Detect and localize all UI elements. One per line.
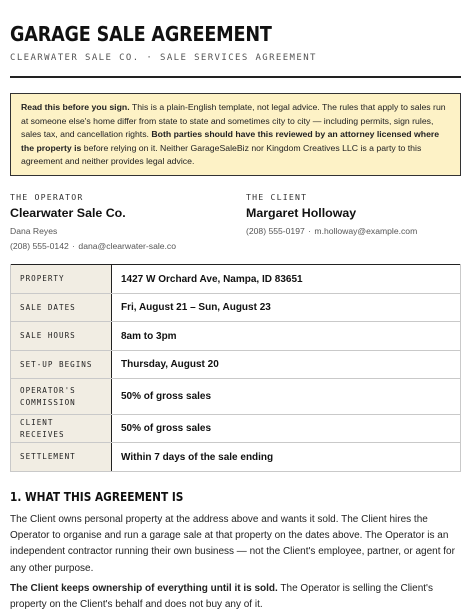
- term-key: SALE DATES: [11, 294, 112, 322]
- section-paragraph-2: [10, 581, 461, 613]
- paragraph-bold-lead: The Client keeps ownership of everything until it is sold.: [10, 583, 278, 594]
- client-label: THE CLIENT: [246, 192, 308, 202]
- term-value: 50% of gross sales: [112, 415, 461, 443]
- table-row: [11, 379, 461, 415]
- term-value: Within 7 days of the sale ending: [112, 443, 461, 472]
- separator-dot: ·: [69, 241, 78, 251]
- term-key: CLIENT RECEIVES: [11, 415, 112, 443]
- table-row: [11, 443, 461, 472]
- operator-email[interactable]: dana@clearwater-sale.co: [78, 241, 176, 251]
- operator-name: Clearwater Sale Co.: [10, 206, 126, 220]
- operator-block: [10, 192, 230, 254]
- term-value: Thursday, August 20: [112, 351, 461, 379]
- separator-dot: ·: [305, 226, 314, 236]
- term-key: OPERATOR'S COMMISSION: [11, 379, 112, 415]
- header-divider: [10, 76, 461, 78]
- table-row: [11, 322, 461, 351]
- table-row: [11, 294, 461, 322]
- term-key: PROPERTY: [11, 265, 112, 294]
- client-block: [246, 192, 466, 239]
- terms-table: [10, 264, 461, 472]
- legal-notice-box: [10, 93, 461, 176]
- table-row: [11, 415, 461, 443]
- term-value: 1427 W Orchard Ave, Nampa, ID 83651: [112, 265, 461, 294]
- page-title: GARAGE SALE AGREEMENT: [10, 22, 272, 46]
- operator-phone: (208) 555-0142: [10, 241, 69, 251]
- table-row: [11, 265, 461, 294]
- term-key: SETTLEMENT: [11, 443, 112, 472]
- client-phone: (208) 555-0197: [246, 226, 305, 236]
- term-key: SET-UP BEGINS: [11, 351, 112, 379]
- client-email[interactable]: m.holloway@example.com: [314, 226, 418, 236]
- section-heading: 1. WHAT THIS AGREEMENT IS: [10, 490, 184, 504]
- notice-text-2: before relying on it. Neither GarageSaleBiz nor Kingdom Creatives LLC is a party to this agreement and neither provides legal advice.: [21, 142, 422, 167]
- section-paragraph-1: The Client owns personal property at the address above and wants it sold. The Client hires the Operator to organise and run a garage sale at that property on the dates above. The Operator is an independent contractor running their own business — not the Client's employee, partner, or agent for any other purpose.: [10, 514, 455, 574]
- paragraph-text: The Operator is selling the Client's property on the Client's behalf and does not buy any of it.: [10, 583, 433, 611]
- client-name: Margaret Holloway: [246, 206, 357, 220]
- notice-text-1: This is a plain-English template, not legal advice. The rules that apply to sales run at someone else's home differ from state to state and sometimes city to city — including permits, sign rules, sales tax, and cancellation rights.: [21, 102, 446, 140]
- term-value: 50% of gross sales: [112, 379, 461, 415]
- term-value: 8am to 3pm: [112, 322, 461, 351]
- term-key: SALE HOURS: [11, 322, 112, 351]
- term-value: Fri, August 21 – Sun, August 23: [112, 294, 461, 322]
- operator-phone-email: [10, 239, 230, 254]
- table-row: [11, 351, 461, 379]
- client-phone-email: [246, 224, 466, 239]
- operator-label: THE OPERATOR: [10, 192, 84, 202]
- page-subtitle: CLEARWATER SALE CO. · SALE SERVICES AGREEMENT: [10, 53, 317, 63]
- operator-contact: Dana Reyes: [10, 226, 58, 236]
- notice-lead: Read this before you sign.: [21, 102, 130, 112]
- notice-bold-2: Both parties should have this reviewed by an attorney licensed where the property is: [21, 129, 440, 153]
